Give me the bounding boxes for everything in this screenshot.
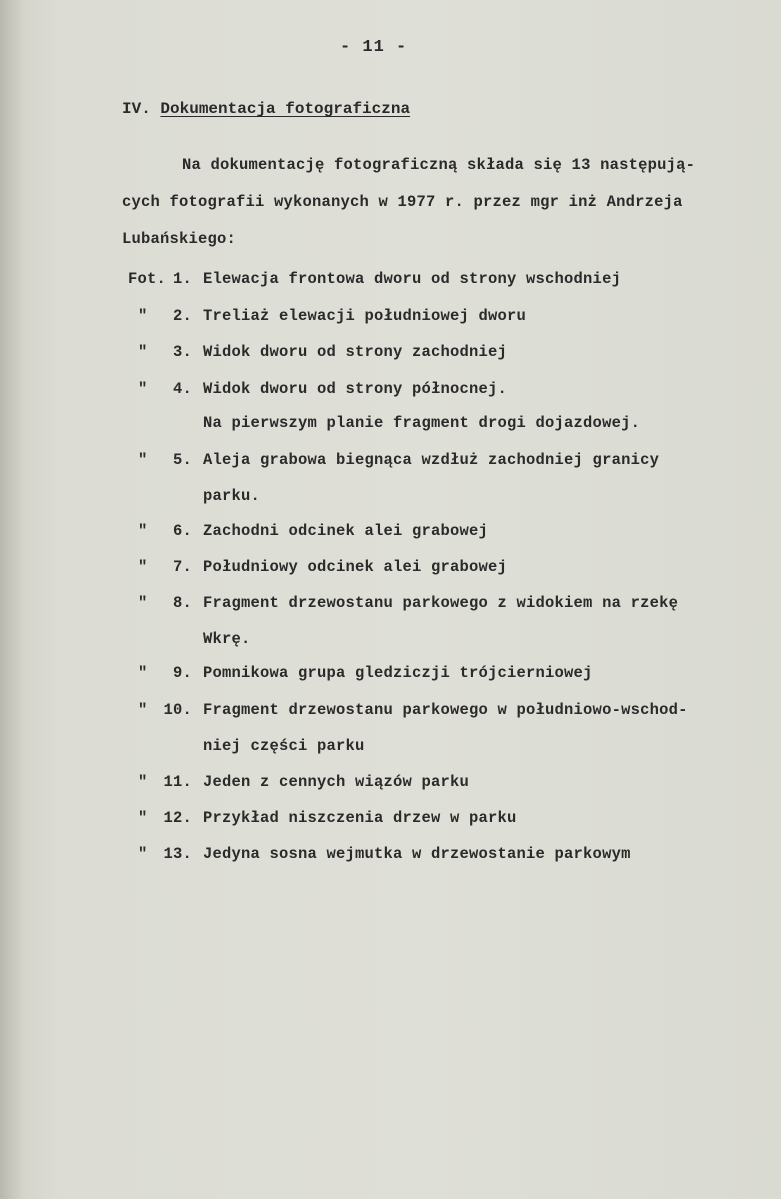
page-binding-edge (0, 0, 22, 1199)
photo-prefix: " (138, 558, 148, 576)
photo-number: 5. (172, 451, 192, 469)
photo-number: 11. (163, 773, 192, 791)
photo-prefix: " (138, 664, 148, 682)
intro-line-3: Lubańskiego: (122, 230, 237, 248)
photo-number: 10. (163, 701, 192, 719)
intro-line-2: cych fotografii wykonanych w 1977 r. przez mgr inż Andrzeja (122, 193, 683, 211)
photo-caption-line: parku. (203, 487, 261, 505)
photo-caption-line: Treliaż elewacji południowej dworu (203, 307, 527, 325)
photo-caption-line: Zachodni odcinek alei grabowej (203, 522, 489, 540)
photo-caption-line: Wkrę. (203, 630, 251, 648)
photo-caption-line: Południowy odcinek alei grabowej (203, 558, 508, 576)
photo-caption-line: Widok dworu od strony północnej. (203, 380, 508, 398)
photo-number: 3. (172, 343, 192, 361)
photo-prefix: " (138, 451, 148, 469)
photo-caption-line: Elewacja frontowa dworu od strony wschodniej (203, 270, 622, 288)
section-title: Dokumentacja fotograficzna (160, 100, 411, 118)
intro-line-1: Na dokumentację fotograficzną składa się 13 następują- (182, 156, 696, 174)
photo-prefix: " (138, 701, 148, 719)
photo-caption-line: Na pierwszym planie fragment drogi dojazdowej. (203, 414, 641, 432)
photo-number: 13. (163, 845, 192, 863)
photo-number: 2. (172, 307, 192, 325)
photo-caption-line: Aleja grabowa biegnąca wzdłuż zachodniej granicy (203, 451, 660, 469)
page-number: - 11 - (340, 38, 408, 57)
photo-prefix: " (138, 522, 148, 540)
photo-number: 6. (172, 522, 192, 540)
photo-caption-line: niej części parku (203, 737, 365, 755)
photo-number: 4. (172, 380, 192, 398)
photo-number: 8. (172, 594, 192, 612)
photo-number: 1. (172, 270, 192, 288)
photo-caption-line: Pomnikowa grupa gledziczji trójcierniowej (203, 664, 593, 682)
photo-prefix: Fot. (128, 270, 167, 288)
photo-prefix: " (138, 845, 148, 863)
photo-prefix: " (138, 773, 148, 791)
photo-caption-line: Jedyna sosna wejmutka w drzewostanie parkowym (203, 845, 631, 863)
section-heading (122, 100, 410, 118)
photo-prefix: " (138, 380, 148, 398)
photo-number: 12. (163, 809, 192, 827)
photo-caption-line: Przykład niszczenia drzew w parku (203, 809, 517, 827)
photo-number: 9. (172, 664, 192, 682)
photo-prefix: " (138, 307, 148, 325)
photo-caption-line: Fragment drzewostanu parkowego z widokiem na rzekę (203, 594, 679, 612)
section-roman-numeral: IV. (122, 100, 151, 118)
photo-prefix: " (138, 809, 148, 827)
photo-caption-line: Fragment drzewostanu parkowego w południowo-wschod- (203, 701, 688, 719)
photo-caption-line: Widok dworu od strony zachodniej (203, 343, 508, 361)
photo-caption-line: Jeden z cennych wiązów parku (203, 773, 470, 791)
photo-prefix: " (138, 594, 148, 612)
photo-prefix: " (138, 343, 148, 361)
photo-number: 7. (172, 558, 192, 576)
